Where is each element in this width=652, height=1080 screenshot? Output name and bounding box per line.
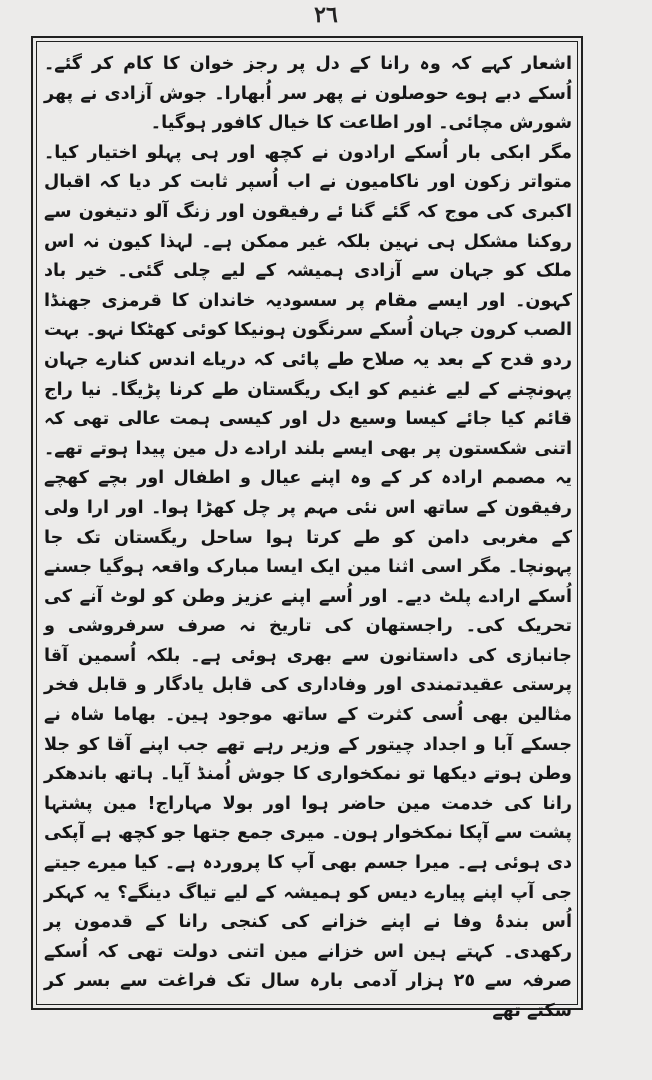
paragraph: اشعار کہے کہ وہ رانا کے دل پر رجز خوان کا کام کر گئے۔ اُسکے دبے ہوے حوصلون نے پھر سر اُبھارا۔ جوش آزادی نے پھر شورش مچائی۔ اور اطاعت کا خیال کافور ہوگیا۔: [44, 54, 572, 134]
body-text: [44, 50, 572, 1021]
page-number: ٢٦: [314, 2, 338, 28]
paragraph: مگر ابکی بار اُسکے ارادون نے کچھ اور ہی پہلو اختیار کیا۔ متواتر زکون اور ناکامیون نے اب اُسپر ثابت کر دیا کہ اقبال اکبری کی موج کہ گئے گنا ئے رفیقون اور زنگ آلو دتیغون سے روکنا مشکل ہی نہین بلکہ غیر ممکن ہے۔ لہذا کیون نہ اس ملک کو جہان سے آزادی ہمیشہ کے لیے چلی گئی۔ خیر باد کہون۔ اور ایسے مقام پر سسودیہ خاندان کا قرمزی جھنڈا الصب کرون جہان اُسکے سرنگون ہونیکا کوئی کھٹکا نہو۔ بہت ردو قدح کے بعد یہ صلاح طے پائی کہ دریاے اندس کنارے جہان پہونچنے کے لیے غنیم کو ایک ریگستان طے کرنا پڑیگا۔ نیا راج قائم کیا جائے کیسا وسیع دل اور کیسی ہمت عالی تھی کہ اتنی شکستون پر بھی ایسے بلند ارادے دل مین پیدا ہوتے تھے۔ یہ مصمم ارادہ کر کے وہ اپنے عیال و اطفال اور بچے کھچے رفیقون کے ساتھ اس نئی مہم پر چل کھڑا ہوا۔ اور ارا ولی کے مغربی دامن کو طے کرتا ہوا ساحل ریگستان تک جا پہونچا۔ مگر اسی اثنا مین ایک ایسا مبارک واقعہ ہوگیا جسنے اُسکے ارادے پلٹ دیے۔ اور اُسے اپنے عزیز وطن کو لوٹ آنے کی تحریک کی۔ راجستھان کی تاریخ نہ صرف سرفروشی و جانبازی کی داستانون سے بھری ہوئی ہے۔ بلکہ اُسمین آقا پرستی عقیدتمندی اور وفاداری کی قابل یادگار و قابل فخر مثالین بھی اُسی کثرت کے ساتھ موجود ہین۔ بھاما شاہ نے جسکے آبا و اجداد چیتور کے وزیر رہے تھے جب اپنے آقا کو جلا وطن ہوتے دیکھا تو نمکخواری کا جوش اُمنڈ آیا۔ ہاتھ باندھکر رانا کی خدمت مین حاضر ہوا اور بولا مہاراج! مین پشتہا پشت سے آپکا نمکخوار ہون۔ میری جمع جتھا جو کچھ ہے آپکی دی ہوئی ہے۔ میرا جسم بھی آپ کا پروردہ ہے۔ کیا میرے جیتے جی آپ اپنے پیارے دیس کو ہمیشہ کے لیے تیاگ دینگے؟ یہ کہکر اُس بندۂ وفا نے اپنے خزانے کی کنجی رانا کے قدمون پر رکھدی۔ کہتے ہین اس خزانے مین اتنی دولت تھی کہ اُسکے صرفہ سے ٢٥ ہزار آدمی بارہ سال تک فراغت سے بسر کر سکتے تھے: [44, 142, 572, 1021]
